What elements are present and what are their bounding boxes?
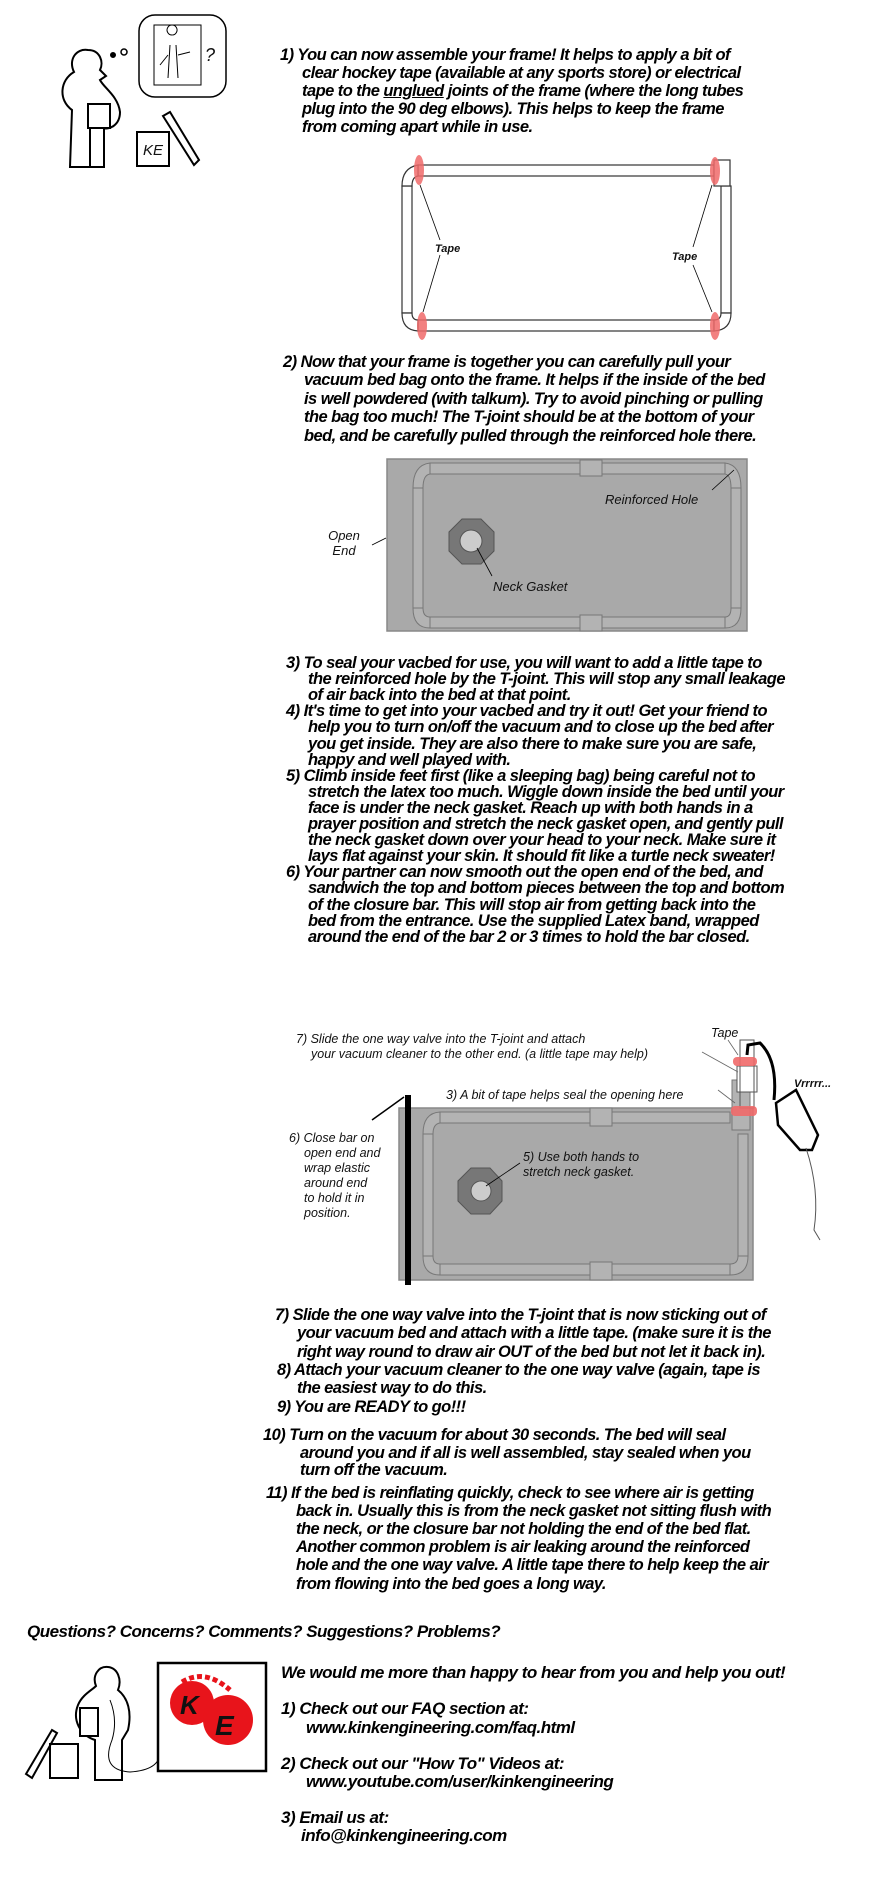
close-bar-note-line: around end: [304, 1176, 368, 1190]
step-line: is well powdered (with talkum). Try to avoid pinching or pulling: [304, 389, 763, 408]
step-line: around you and if all is well assembled, stay sealed when you: [300, 1443, 751, 1462]
line-segment: tape to the: [302, 82, 384, 101]
step-7-first-line: 7) Slide the one way valve into the T-joint that is now sticking out of: [275, 1306, 766, 1324]
step-line: sandwich the top and bottom pieces between the top and bottom: [308, 879, 785, 898]
faq-label: 1) Check out our FAQ section at:: [281, 1699, 529, 1718]
line-segment: joints of the frame (where the long tubes: [443, 82, 744, 101]
close-bar-note: [289, 1131, 382, 1220]
step-line: stretch the latex too much. Wiggle down inside the bed until your: [308, 782, 784, 801]
step-line: plug into the 90 deg elbows). This helps to keep the frame: [302, 100, 724, 119]
tape-label-right: Tape: [672, 251, 698, 263]
valve-note-2: your vacuum cleaner to the other end. (a little tape may help): [311, 1047, 648, 1061]
step-line: prayer position and stretch the neck gasket open, and gently pull: [308, 815, 783, 833]
step-line: around the end of the bar 2 or 3 times to hold the bar closed.: [308, 927, 750, 946]
email-label: 3) Email us at:: [281, 1808, 389, 1827]
valve-note-1: 7) Slide the one way valve into the T-joint and attach: [296, 1032, 586, 1046]
step-2-first-line: 2) Now that your frame is together you can carefully pull your: [283, 353, 731, 371]
step-line: right way round to draw air OUT of the bed but not let it back in).: [297, 1342, 766, 1361]
step-line: the neck, or the closure bar not holding the end of the bed flat.: [296, 1520, 751, 1539]
step-4-first-line: 4) It's time to get into your vacbed and try it out! Get your friend to: [286, 702, 767, 721]
step-line: of air back into the bed at that point.: [308, 686, 571, 705]
bed-diagram: [372, 459, 747, 631]
close-bar-note-line: position.: [304, 1206, 351, 1220]
neck-gasket-label: Neck Gasket: [493, 579, 568, 594]
logo-letter-e: E: [215, 1710, 234, 1741]
step-line: turn off the vacuum.: [300, 1461, 448, 1479]
underlined-word: unglued: [383, 82, 444, 101]
open-end-label-2: End: [332, 543, 356, 558]
close-bar-note-line: wrap elastic: [304, 1161, 370, 1175]
email-link[interactable]: info@kinkengineering.com: [301, 1826, 507, 1845]
step-line: back in. Usually this is from the neck gasket not sitting flush with: [296, 1502, 772, 1521]
step-line: bed, and be carefully pulled through the reinforced hole there.: [304, 426, 757, 445]
videos-label: 2) Check out our "How To" Videos at:: [281, 1754, 565, 1773]
step-line: face is under the neck gasket. Reach up with both hands in a: [308, 798, 753, 817]
step-1-first-line: 1) You can now assemble your frame! It helps to apply a bit of: [280, 46, 731, 64]
close-bar-note-line: 6) Close bar on: [289, 1131, 375, 1145]
step-line: the reinforced hole by the T-joint. This will stop any small leakage: [308, 670, 785, 689]
step-line: from flowing into the bed goes a long way.: [296, 1574, 606, 1593]
box-label: KE: [143, 142, 164, 159]
step-8-first-line: 8) Attach your vacuum cleaner to the one way valve (again, tape is: [277, 1360, 761, 1379]
faq-link[interactable]: www.kinkengineering.com/faq.html: [306, 1718, 575, 1737]
vacuum-sound-label: Vrrrrr...: [794, 1078, 832, 1090]
open-end-label-1: Open: [328, 528, 360, 543]
reinforced-hole-label: Reinforced Hole: [605, 492, 699, 507]
step-5-first-line: 5) Climb inside feet first (like a sleeping bag) being careful not to: [286, 766, 756, 785]
logo-letter-k: K: [180, 1690, 199, 1720]
step-9-first-line: 9) You are READY to go!!!: [277, 1397, 466, 1416]
videos-link[interactable]: www.youtube.com/user/kinkengineering: [306, 1772, 614, 1791]
questions-heading: Questions? Concerns? Comments? Suggestions? Problems?: [27, 1622, 501, 1641]
close-bar-note-line: to hold it in: [304, 1191, 365, 1205]
step-line: the neck gasket down over your head to your neck. Make sure it: [308, 831, 776, 850]
step-line: clear hockey tape (available at any sports store) or electrical: [302, 64, 741, 83]
step-line: [302, 82, 743, 100]
step-line: the easiest way to do this.: [297, 1379, 487, 1398]
step-line: from coming apart while in use.: [302, 118, 533, 137]
step-line: help you to turn on/off the vacuum and to close up the bed after: [308, 718, 774, 737]
step-line: you get inside. They are also there to make sure you are safe,: [308, 734, 757, 753]
question-mark: ?: [205, 45, 216, 65]
step-line: lays flat against your skin. It should fit like a turtle neck sweater!: [308, 847, 775, 866]
step-line: of the closure bar. This will stop air from getting back into the: [308, 895, 756, 914]
step-line: Another common problem is air leaking around the reinforced: [296, 1538, 750, 1557]
step-line: happy and well played with.: [308, 750, 511, 769]
close-bar-note-line: open end and: [304, 1146, 381, 1160]
step-line: vacuum bed bag onto the frame. It helps if the inside of the bed: [304, 371, 765, 390]
seal-note: 3) A bit of tape helps seal the opening here: [446, 1088, 684, 1102]
step-11-first-line: 11) If the bed is reinflating quickly, check to see where air is getting: [266, 1484, 754, 1502]
hands-note-1: 5) Use both hands to: [523, 1150, 640, 1164]
tape-label-left: Tape: [435, 243, 461, 255]
hands-note-2: stretch neck gasket.: [523, 1165, 635, 1179]
contact-intro: We would me more than happy to hear from you and help you out!: [281, 1663, 786, 1682]
step-line: hole and the one way valve. A little tape there to help keep the air: [296, 1556, 769, 1575]
step-6-first-line: 6) Your partner can now smooth out the open end of the bed, and: [286, 863, 763, 882]
step-line: bed from the entrance. Use the supplied Latex band, wrapped: [308, 911, 759, 930]
tape-label: Tape: [711, 1026, 739, 1040]
step-10-first-line: 10) Turn on the vacuum for about 30 seconds. The bed will seal: [263, 1426, 726, 1444]
step-line: the bag too much! The T-joint should be at the bottom of your: [304, 408, 754, 427]
step-3-first-line: 3) To seal your vacbed for use, you will want to add a little tape to: [286, 654, 762, 672]
step-line: your vacuum bed and attach with a little tape. (make sure it is the: [297, 1324, 771, 1343]
